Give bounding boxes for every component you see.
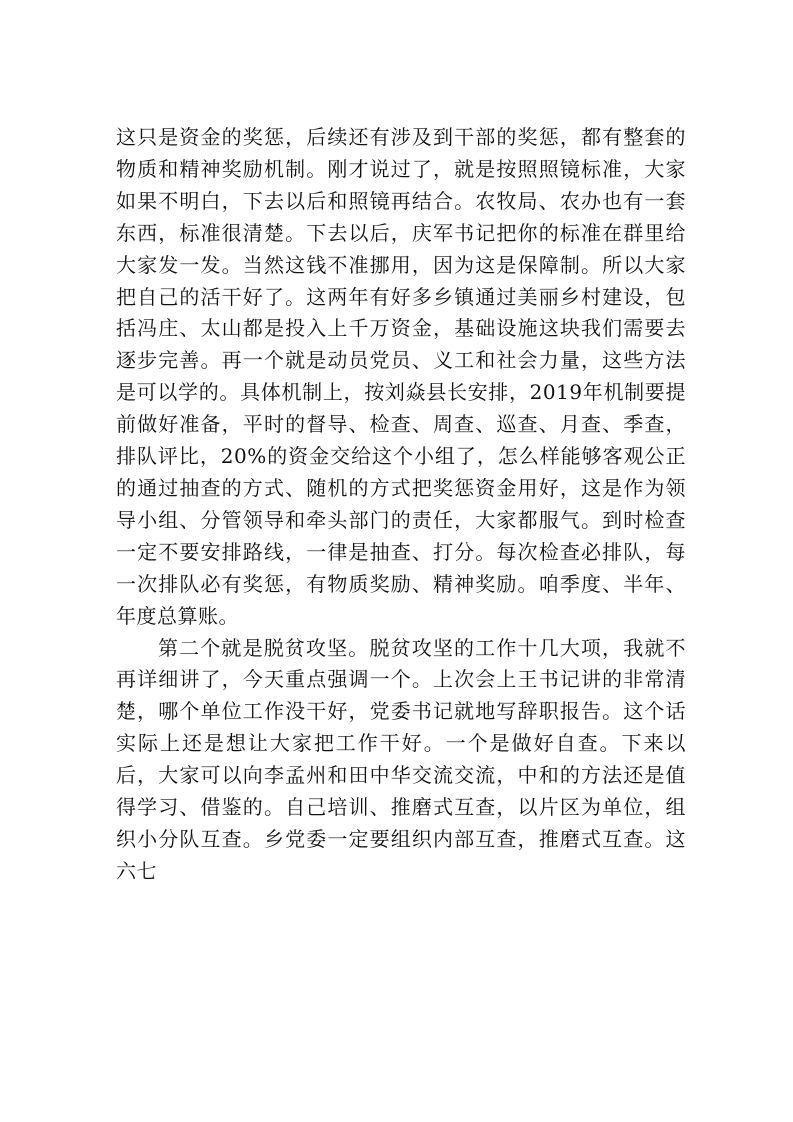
paragraph-poverty-alleviation: 第二个就是脱贫攻坚。脱贫攻坚的工作十几大项，我就不再详细讲了，今天重点强调一个。上次会上王书记讲的非常清楚，哪个单位工作没干好，党委书记就地写辞职报告。这个话实际上还是想让大家把工作干好。一个是做好自查。下来以后，大家可以向李孟州和田中华交流交流，中和的方法还是值得学习、借鉴的。自己培训、推磨式互查，以片区为单位，组织小分队互查。乡党委一定要组织内部互查，推磨式互查。这六七: [116, 635, 686, 883]
document-body: [116, 122, 686, 888]
paragraph-continued: 这只是资金的奖惩，后续还有涉及到干部的奖惩，都有整套的物质和精神奖励机制。刚才说过了，就是按照照镜标准，大家如果不明白，下去以后和照镜再结合。农牧局、农办也有一套东西，标准很清楚。下去以后，庆军书记把你的标准在群里给大家发一发。当然这钱不准挪用，因为这是保障制。所以大家把自己的活干好了。这两年有好多乡镇通过美丽乡村建设，包括冯庄、太山都是投入上千万资金，基础设施这块我们需要去逐步完善。再一个就是动员党员、义工和社会力量，这些方法是可以学的。具体机制上，按刘焱县长安排，2019年机制要提前做好准备，平时的督导、检查、周查、巡查、月查、季查，排队评比，20%的资金交给这个小组了，怎么样能够客观公正的通过抽查的方式、随机的方式把奖惩资金用好，这是作为领导小组、分管领导和牵头部门的责任，大家都服气。到时检查一定不要安排路线，一律是抽查、打分。每次检查必排队，每一次排队必有奖惩，有物质奖励、精神奖励。咱季度、半年、年度总算账。: [116, 125, 686, 628]
